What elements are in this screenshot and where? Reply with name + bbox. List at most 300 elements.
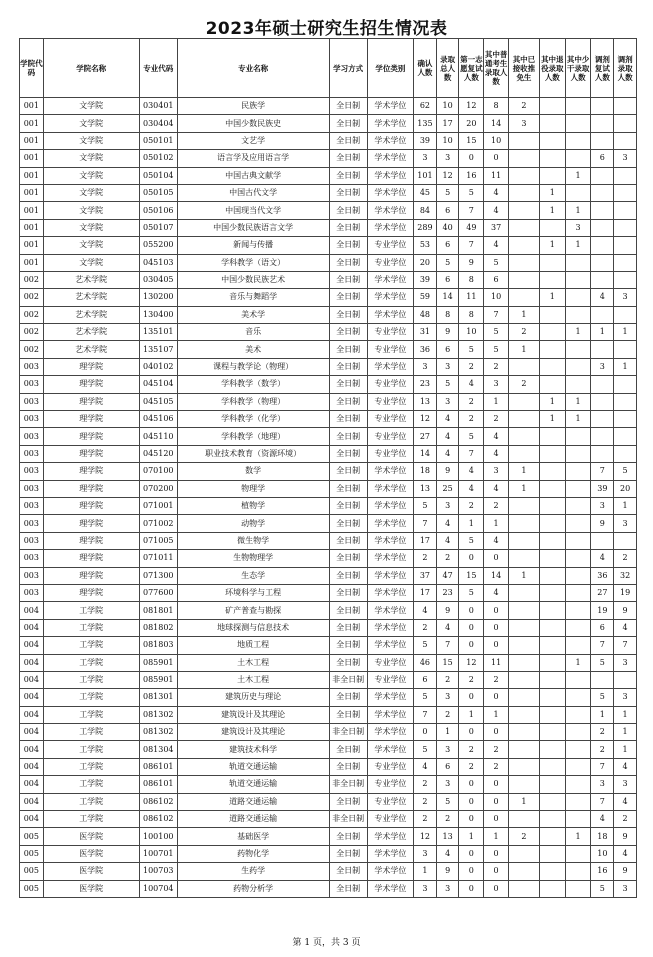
table-cell: 1 — [591, 324, 614, 341]
table-cell — [508, 532, 539, 549]
table-cell: 医学院 — [43, 828, 139, 845]
table-cell: 005 — [20, 863, 44, 880]
table-cell: 专业学位 — [367, 393, 413, 410]
table-cell — [565, 706, 591, 723]
table-row — [20, 289, 637, 306]
table-cell: 003 — [20, 497, 44, 514]
table-cell: 全日制 — [329, 532, 367, 549]
table-cell: 文学院 — [43, 254, 139, 271]
table-cell: 2 — [484, 497, 509, 514]
table-cell: 3 — [436, 741, 459, 758]
table-cell: 工学院 — [43, 654, 139, 671]
table-cell: 1 — [414, 863, 437, 880]
table-row — [20, 115, 637, 132]
table-cell: 001 — [20, 237, 44, 254]
table-cell: 3 — [614, 689, 637, 706]
table-cell: 3 — [436, 393, 459, 410]
table-cell: 086101 — [139, 758, 177, 775]
table-cell: 学术学位 — [367, 289, 413, 306]
table-cell: 8 — [459, 306, 484, 323]
table-cell: 2 — [414, 793, 437, 810]
table-cell: 10 — [459, 324, 484, 341]
table-cell: 3 — [436, 497, 459, 514]
table-cell: 3 — [414, 150, 437, 167]
table-cell: 6 — [591, 150, 614, 167]
table-cell: 1 — [614, 741, 637, 758]
table-cell: 2 — [508, 324, 539, 341]
table-cell — [591, 184, 614, 201]
table-cell: 0 — [484, 776, 509, 793]
table-cell — [539, 254, 565, 271]
table-cell: 001 — [20, 150, 44, 167]
table-cell — [614, 411, 637, 428]
table-row — [20, 532, 637, 549]
table-cell: 工学院 — [43, 793, 139, 810]
table-cell: 5 — [414, 689, 437, 706]
table-cell: 37 — [484, 219, 509, 236]
table-cell: 3 — [436, 776, 459, 793]
table-cell: 7 — [484, 306, 509, 323]
table-cell: 9 — [614, 828, 637, 845]
table-cell: 055200 — [139, 237, 177, 254]
table-cell: 077600 — [139, 584, 177, 601]
table-cell: 6 — [591, 619, 614, 636]
table-cell: 全日制 — [329, 219, 367, 236]
table-cell: 23 — [414, 376, 437, 393]
table-cell: 理学院 — [43, 463, 139, 480]
table-cell — [539, 689, 565, 706]
table-cell: 5 — [614, 463, 637, 480]
table-cell: 4 — [459, 376, 484, 393]
table-cell: 学术学位 — [367, 497, 413, 514]
table-cell — [614, 184, 637, 201]
table-row — [20, 98, 637, 115]
table-cell: 0 — [484, 637, 509, 654]
table-cell — [508, 237, 539, 254]
table-cell: 文学院 — [43, 219, 139, 236]
table-cell: 2 — [591, 724, 614, 741]
table-cell — [539, 358, 565, 375]
table-cell: 130200 — [139, 289, 177, 306]
table-cell: 1 — [436, 724, 459, 741]
table-cell — [565, 845, 591, 862]
table-cell: 7 — [614, 637, 637, 654]
column-header: 专业代码 — [139, 39, 177, 98]
table-cell: 001 — [20, 219, 44, 236]
table-cell: 全日制 — [329, 880, 367, 897]
table-cell: 135 — [414, 115, 437, 132]
table-cell: 全日制 — [329, 567, 367, 584]
table-row — [20, 445, 637, 462]
table-cell: 100701 — [139, 845, 177, 862]
table-row — [20, 689, 637, 706]
table-cell — [508, 219, 539, 236]
table-cell: 003 — [20, 358, 44, 375]
table-row — [20, 480, 637, 497]
table-row — [20, 254, 637, 271]
table-cell: 0 — [459, 150, 484, 167]
table-cell: 12 — [459, 98, 484, 115]
table-cell: 1 — [565, 237, 591, 254]
table-cell: 19 — [614, 584, 637, 601]
table-cell: 2 — [459, 671, 484, 688]
table-cell — [614, 167, 637, 184]
table-cell: 17 — [414, 584, 437, 601]
table-cell: 工学院 — [43, 602, 139, 619]
table-row — [20, 184, 637, 201]
table-cell: 3 — [614, 776, 637, 793]
table-cell: 15 — [436, 654, 459, 671]
table-cell: 12 — [414, 828, 437, 845]
table-cell: 1 — [508, 793, 539, 810]
table-cell: 2 — [484, 411, 509, 428]
table-cell: 003 — [20, 376, 44, 393]
table-cell: 5 — [591, 880, 614, 897]
table-cell — [565, 550, 591, 567]
table-cell: 9 — [436, 863, 459, 880]
table-cell: 0 — [459, 724, 484, 741]
table-cell: 53 — [414, 237, 437, 254]
table-cell — [508, 289, 539, 306]
table-cell: 全日制 — [329, 463, 367, 480]
column-header: 学习方式 — [329, 39, 367, 98]
table-cell — [565, 306, 591, 323]
table-cell: 32 — [614, 567, 637, 584]
table-cell — [539, 463, 565, 480]
table-cell: 学术学位 — [367, 706, 413, 723]
table-cell: 20 — [414, 254, 437, 271]
table-row — [20, 654, 637, 671]
table-cell — [614, 532, 637, 549]
table-cell: 13 — [436, 828, 459, 845]
table-cell: 36 — [414, 341, 437, 358]
table-cell: 001 — [20, 167, 44, 184]
table-row — [20, 219, 637, 236]
table-cell: 学术学位 — [367, 150, 413, 167]
table-cell: 全日制 — [329, 184, 367, 201]
table-cell: 理学院 — [43, 480, 139, 497]
table-cell: 全日制 — [329, 306, 367, 323]
table-cell: 3 — [414, 358, 437, 375]
table-cell — [508, 637, 539, 654]
table-cell: 0 — [484, 689, 509, 706]
table-cell: 25 — [436, 480, 459, 497]
table-cell: 39 — [591, 480, 614, 497]
table-cell — [539, 167, 565, 184]
table-cell: 全日制 — [329, 793, 367, 810]
table-cell: 23 — [436, 584, 459, 601]
table-cell — [508, 428, 539, 445]
table-cell: 工学院 — [43, 689, 139, 706]
table-cell: 6 — [436, 271, 459, 288]
table-cell: 9 — [459, 254, 484, 271]
table-row — [20, 306, 637, 323]
table-cell — [591, 306, 614, 323]
table-cell: 6 — [436, 202, 459, 219]
table-cell: 2 — [414, 619, 437, 636]
table-row — [20, 758, 637, 775]
table-cell: 生物物理学 — [177, 550, 329, 567]
column-header: 其中普通考生录取人数 — [484, 39, 509, 98]
table-cell — [508, 776, 539, 793]
table-cell: 0 — [459, 880, 484, 897]
table-cell: 003 — [20, 567, 44, 584]
table-cell: 药物化学 — [177, 845, 329, 862]
table-cell: 1 — [565, 828, 591, 845]
table-cell: 学科教学（语文） — [177, 254, 329, 271]
table-cell: 086102 — [139, 793, 177, 810]
table-cell: 004 — [20, 811, 44, 828]
table-cell: 27 — [591, 584, 614, 601]
table-cell: 学术学位 — [367, 271, 413, 288]
column-header: 其中已接收推免生 — [508, 39, 539, 98]
table-cell: 轨道交通运输 — [177, 776, 329, 793]
table-cell: 土木工程 — [177, 671, 329, 688]
table-cell: 学术学位 — [367, 306, 413, 323]
table-cell: 学术学位 — [367, 689, 413, 706]
table-cell: 0 — [459, 637, 484, 654]
table-cell — [565, 671, 591, 688]
table-cell: 民族学 — [177, 98, 329, 115]
table-cell — [565, 515, 591, 532]
table-cell: 2 — [459, 358, 484, 375]
table-cell: 10 — [436, 132, 459, 149]
table-cell — [591, 219, 614, 236]
table-cell: 004 — [20, 776, 44, 793]
table-cell: 中国少数民族史 — [177, 115, 329, 132]
table-cell: 081803 — [139, 637, 177, 654]
table-cell: 004 — [20, 619, 44, 636]
table-cell: 艺术学院 — [43, 289, 139, 306]
table-cell — [565, 115, 591, 132]
table-cell: 全日制 — [329, 497, 367, 514]
table-cell: 理学院 — [43, 584, 139, 601]
table-cell — [539, 758, 565, 775]
table-cell — [539, 132, 565, 149]
table-cell: 004 — [20, 654, 44, 671]
table-cell: 070200 — [139, 480, 177, 497]
table-cell: 全日制 — [329, 758, 367, 775]
table-cell: 100703 — [139, 863, 177, 880]
table-cell: 专业学位 — [367, 654, 413, 671]
table-cell: 0 — [459, 863, 484, 880]
table-cell: 0 — [459, 689, 484, 706]
table-cell: 2 — [484, 671, 509, 688]
table-cell: 全日制 — [329, 167, 367, 184]
table-cell: 6 — [436, 237, 459, 254]
table-cell: 音乐与舞蹈学 — [177, 289, 329, 306]
table-cell: 19 — [591, 602, 614, 619]
table-cell — [539, 880, 565, 897]
table-cell: 4 — [614, 619, 637, 636]
table-cell — [565, 811, 591, 828]
table-cell: 1 — [459, 828, 484, 845]
table-cell: 全日制 — [329, 237, 367, 254]
table-cell — [508, 758, 539, 775]
table-cell — [539, 341, 565, 358]
table-cell: 2 — [614, 550, 637, 567]
table-cell: 1 — [484, 393, 509, 410]
table-cell: 14 — [414, 445, 437, 462]
table-cell: 5 — [484, 324, 509, 341]
table-row — [20, 167, 637, 184]
table-cell — [591, 237, 614, 254]
table-cell — [614, 115, 637, 132]
table-cell — [614, 237, 637, 254]
table-cell — [508, 845, 539, 862]
table-cell: 2 — [508, 828, 539, 845]
table-cell: 艺术学院 — [43, 324, 139, 341]
table-cell: 工学院 — [43, 671, 139, 688]
table-cell: 1 — [484, 515, 509, 532]
table-body — [20, 98, 637, 898]
table-cell: 13 — [414, 393, 437, 410]
table-cell — [539, 619, 565, 636]
table-cell: 5 — [414, 637, 437, 654]
column-header: 录取总人数 — [436, 39, 459, 98]
table-cell: 0 — [414, 724, 437, 741]
table-cell: 植物学 — [177, 497, 329, 514]
table-cell: 5 — [459, 428, 484, 445]
table-cell: 9 — [614, 863, 637, 880]
table-cell: 1 — [565, 167, 591, 184]
table-cell — [539, 654, 565, 671]
table-cell — [508, 671, 539, 688]
table-cell — [539, 863, 565, 880]
table-cell: 5 — [459, 341, 484, 358]
table-cell: 5 — [436, 184, 459, 201]
table-cell: 0 — [459, 793, 484, 810]
table-cell: 045110 — [139, 428, 177, 445]
table-cell — [614, 428, 637, 445]
table-cell — [539, 741, 565, 758]
table-cell: 49 — [459, 219, 484, 236]
table-cell: 8 — [459, 271, 484, 288]
table-cell: 002 — [20, 289, 44, 306]
table-cell: 2 — [484, 758, 509, 775]
table-cell: 1 — [614, 497, 637, 514]
table-cell — [565, 776, 591, 793]
table-row — [20, 341, 637, 358]
table-cell: 学科教学（物理） — [177, 393, 329, 410]
table-cell: 1 — [484, 828, 509, 845]
table-row — [20, 724, 637, 741]
table-cell: 62 — [414, 98, 437, 115]
table-row — [20, 619, 637, 636]
table-cell: 004 — [20, 671, 44, 688]
table-cell — [508, 167, 539, 184]
table-cell — [565, 584, 591, 601]
table-cell: 001 — [20, 98, 44, 115]
table-cell — [565, 358, 591, 375]
table-cell: 2 — [591, 741, 614, 758]
table-cell — [508, 811, 539, 828]
table-cell: 4 — [484, 237, 509, 254]
table-cell: 学术学位 — [367, 115, 413, 132]
table-cell: 理学院 — [43, 515, 139, 532]
table-cell: 003 — [20, 532, 44, 549]
table-cell: 5 — [436, 376, 459, 393]
table-cell: 学术学位 — [367, 532, 413, 549]
table-cell — [565, 637, 591, 654]
table-cell: 6 — [436, 758, 459, 775]
table-cell: 学术学位 — [367, 463, 413, 480]
table-cell: 10 — [484, 289, 509, 306]
table-cell: 002 — [20, 324, 44, 341]
table-row — [20, 776, 637, 793]
table-row — [20, 550, 637, 567]
table-cell — [565, 880, 591, 897]
table-cell: 全日制 — [329, 619, 367, 636]
table-cell — [565, 567, 591, 584]
table-cell — [565, 254, 591, 271]
table-cell: 医学院 — [43, 845, 139, 862]
table-cell — [565, 602, 591, 619]
table-cell: 理学院 — [43, 567, 139, 584]
table-cell: 建筑历史与理论 — [177, 689, 329, 706]
table-cell: 学术学位 — [367, 724, 413, 741]
table-cell: 理学院 — [43, 428, 139, 445]
table-cell: 1 — [565, 324, 591, 341]
table-cell — [591, 271, 614, 288]
table-cell: 003 — [20, 550, 44, 567]
table-cell: 3 — [436, 150, 459, 167]
table-cell — [565, 689, 591, 706]
table-cell: 7 — [591, 463, 614, 480]
table-cell: 7 — [459, 445, 484, 462]
table-cell: 非全日制 — [329, 776, 367, 793]
table-cell — [565, 793, 591, 810]
table-cell: 16 — [591, 863, 614, 880]
table-cell — [539, 706, 565, 723]
table-cell: 全日制 — [329, 602, 367, 619]
table-cell: 3 — [614, 289, 637, 306]
table-cell: 40 — [436, 219, 459, 236]
table-cell: 全日制 — [329, 132, 367, 149]
table-cell: 全日制 — [329, 637, 367, 654]
table-cell: 6 — [484, 271, 509, 288]
table-cell: 081301 — [139, 689, 177, 706]
table-cell — [539, 671, 565, 688]
table-cell: 学术学位 — [367, 358, 413, 375]
table-cell: 2 — [414, 811, 437, 828]
table-cell: 030401 — [139, 98, 177, 115]
table-row — [20, 463, 637, 480]
table-cell — [591, 202, 614, 219]
table-cell: 1 — [565, 393, 591, 410]
table-cell — [539, 150, 565, 167]
table-cell: 7 — [459, 202, 484, 219]
table-cell: 4 — [484, 532, 509, 549]
table-cell: 045106 — [139, 411, 177, 428]
table-cell — [539, 724, 565, 741]
table-cell: 基础医学 — [177, 828, 329, 845]
table-cell: 2 — [459, 411, 484, 428]
table-cell: 11 — [484, 167, 509, 184]
table-cell: 新闻与传播 — [177, 237, 329, 254]
table-cell: 18 — [414, 463, 437, 480]
table-cell: 45 — [414, 184, 437, 201]
table-cell — [565, 758, 591, 775]
table-cell: 学术学位 — [367, 567, 413, 584]
table-row — [20, 584, 637, 601]
table-cell: 5 — [484, 254, 509, 271]
table-cell: 4 — [484, 445, 509, 462]
table-cell: 1 — [565, 654, 591, 671]
table-cell: 1 — [614, 324, 637, 341]
table-cell: 2 — [459, 497, 484, 514]
table-cell — [508, 393, 539, 410]
